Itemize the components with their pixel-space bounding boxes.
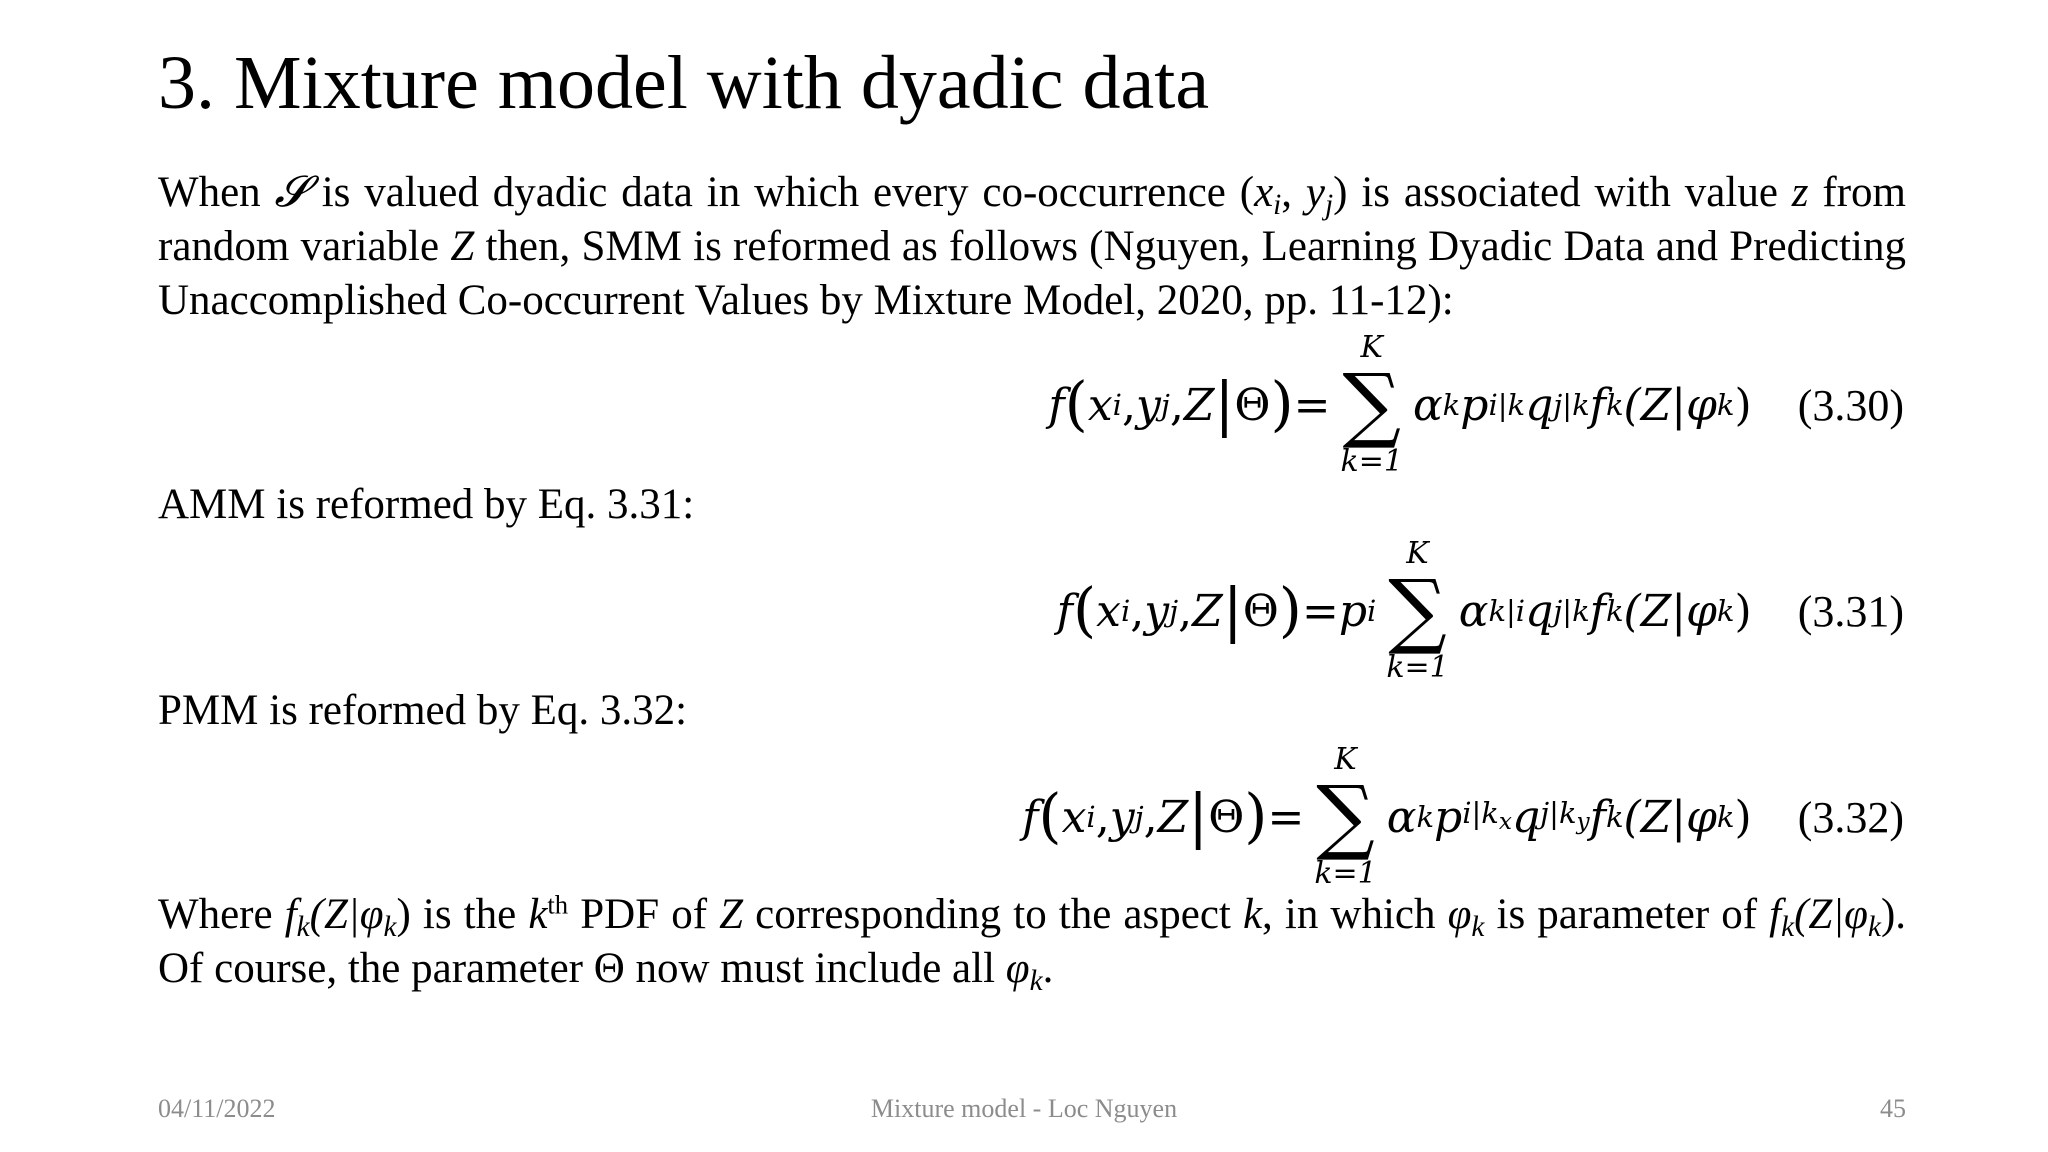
equation-rhs: α k p i|k q j|k f k (Z| φ k ): [1412, 379, 1752, 431]
equation-3-32: [1022, 742, 1904, 892]
equation-rhs: α k p $i|k_x$ q $j|k_y$ f k (Z| φ k ): [1386, 791, 1752, 843]
equation-number: (3.31): [1797, 586, 1904, 636]
amm-lead-text: AMM is reformed by Eq. 3.31:: [158, 481, 695, 528]
sum-upper-limit: K: [1334, 742, 1357, 777]
sigma-symbol: ∑: [1342, 357, 1402, 452]
equation-rhs: α k|i q j|k f k (Z| φ k ): [1458, 585, 1752, 637]
equation-3-30: [1048, 330, 1904, 480]
set-symbol-s: 𝓢: [274, 169, 308, 216]
footer-title: Mixture model - Loc Nguyen: [870, 1094, 1178, 1123]
equation-lhs: f ( x i , y j , Z | Θ ) = p i: [1056, 576, 1377, 646]
sum-lower-limit: k=1: [1340, 444, 1403, 479]
footer-date: 04/11/2022: [158, 1094, 276, 1123]
sum-upper-limit: K: [1406, 536, 1429, 571]
outro-paragraph: Where $f_k(Z|\varphi_k)$ is the $k^{th}$ PDF of Z corresponding to the aspect k, in which $\varphi_k$ is parameter of $f_k(Z|\varphi_k)$. Of course, the parameter Θ now must include all $\varphi_k$.: [158, 889, 1907, 998]
summation: [1314, 743, 1376, 891]
intro-paragraph: When 𝓢 is valued dyadic data in which every co-occurrence ($x_i$, $y_j$) is associated with value z from random variable Z then, SMM is reformed as follows (Nguyen, Learning Dyadic Data and Predicting Unaccomplished Co-occurrent Values by Mixture Model, 2020, pp. 11-12):: [158, 169, 1906, 324]
equation-3-31: [1057, 536, 1904, 686]
page-number: 45: [1880, 1094, 1906, 1123]
equation-number: (3.30): [1797, 380, 1904, 430]
slide-title: 3. Mixture model with dyadic data: [158, 41, 1210, 125]
equation-lhs: f ( x i , y j , Z | Θ ) =: [1048, 370, 1331, 440]
summation: [1341, 331, 1403, 479]
sum-lower-limit: k=1: [1386, 650, 1449, 685]
sigma-symbol: ∑: [1388, 563, 1447, 658]
equation-number: (3.32): [1797, 792, 1904, 842]
sigma-symbol: ∑: [1316, 769, 1375, 864]
summation: [1386, 537, 1448, 685]
sum-upper-limit: K: [1360, 330, 1383, 365]
equation-lhs: f ( x i , y j , Z | Θ ) =: [1022, 782, 1305, 852]
sum-lower-limit: k=1: [1314, 856, 1377, 891]
pmm-lead-text: PMM is reformed by Eq. 3.32:: [158, 687, 688, 734]
